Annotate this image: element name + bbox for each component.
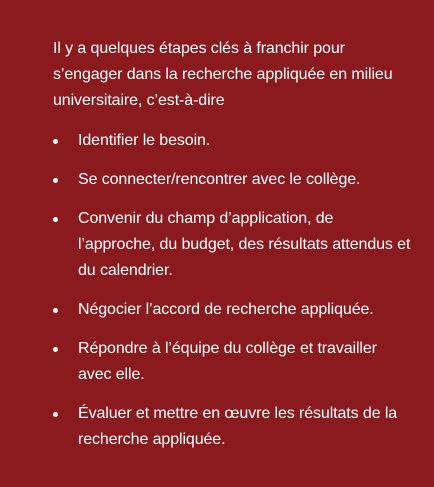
bullet-icon bbox=[53, 347, 58, 352]
step-text: Se connecter/rencontrer avec le collège. bbox=[78, 171, 361, 188]
step-text: Identifier le besoin. bbox=[78, 132, 211, 149]
list-item bbox=[53, 297, 414, 323]
list-item bbox=[53, 336, 414, 388]
step-text: Évaluer et mettre en œuvre les résultats de la recherche appliquée. bbox=[78, 405, 398, 448]
bullet-icon bbox=[53, 217, 58, 222]
list-item bbox=[53, 206, 414, 284]
bullet-icon bbox=[53, 178, 58, 183]
step-text: Négocier l’accord de recherche appliquée. bbox=[78, 301, 374, 318]
bullet-icon bbox=[53, 308, 58, 313]
bullet-icon bbox=[53, 412, 58, 417]
steps-list bbox=[53, 128, 414, 453]
list-item bbox=[53, 128, 414, 154]
list-item bbox=[53, 401, 414, 453]
list-item bbox=[53, 167, 414, 193]
step-text: Répondre à l’équipe du collège et travailler avec elle. bbox=[78, 340, 377, 383]
step-text: Convenir du champ d’application, de l’approche, du budget, des résultats attendus et du calendrier. bbox=[78, 210, 411, 279]
bullet-icon bbox=[53, 139, 58, 144]
intro-paragraph: Il y a quelques étapes clés à franchir pour s’engager dans la recherche appliquée en milieu universitaire, c’est-à-dire bbox=[53, 40, 393, 109]
